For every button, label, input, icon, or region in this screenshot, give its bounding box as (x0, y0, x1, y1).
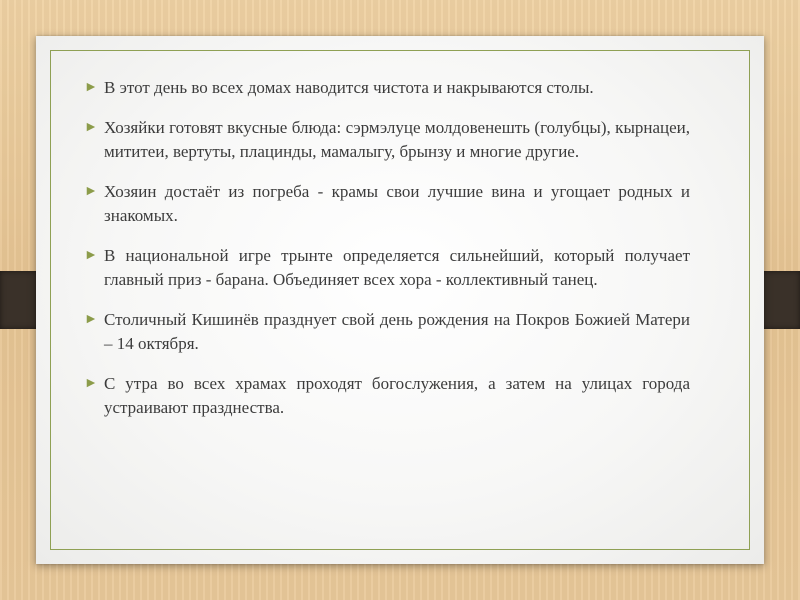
bullet-arrow-icon: ► (84, 376, 98, 391)
bullet-item (84, 372, 690, 420)
bullet-text: Хозяин достаёт из погреба - крамы свои лучшие вина и угощает родных и знакомых. (104, 182, 690, 225)
bullet-text: Столичный Кишинёв празднует свой день рождения на Покров Божией Матери – 14 октября. (104, 310, 690, 353)
bullet-text: Хозяйки готовят вкусные блюда: сэрмэлуце молдовенешть (голубцы), кырнацеи, мититеи, вертуты, плацинды, мамалыгу, брынзу и многие другие. (104, 118, 690, 161)
bullet-item (84, 116, 690, 164)
bullet-text: С утра во всех храмах проходят богослужения, а затем на улицах города устраивают празднества. (104, 374, 690, 417)
bullet-text: В национальной игре трынте определяется сильнейший, который получает главный приз - барана. Объединяет всех хора - коллективный танец. (104, 246, 690, 289)
left-dark-strip (0, 271, 40, 329)
bullet-item (84, 308, 690, 356)
bullet-item (84, 244, 690, 292)
bullet-arrow-icon: ► (84, 248, 98, 263)
bullet-arrow-icon: ► (84, 312, 98, 327)
bullet-item (84, 180, 690, 228)
bullet-text: В этот день во всех домах наводится чистота и накрываются столы. (104, 78, 594, 97)
bullet-arrow-icon: ► (84, 120, 98, 135)
bullet-list (84, 76, 690, 436)
bullet-arrow-icon: ► (84, 80, 98, 95)
bullet-arrow-icon: ► (84, 184, 98, 199)
bullet-item (84, 76, 690, 100)
